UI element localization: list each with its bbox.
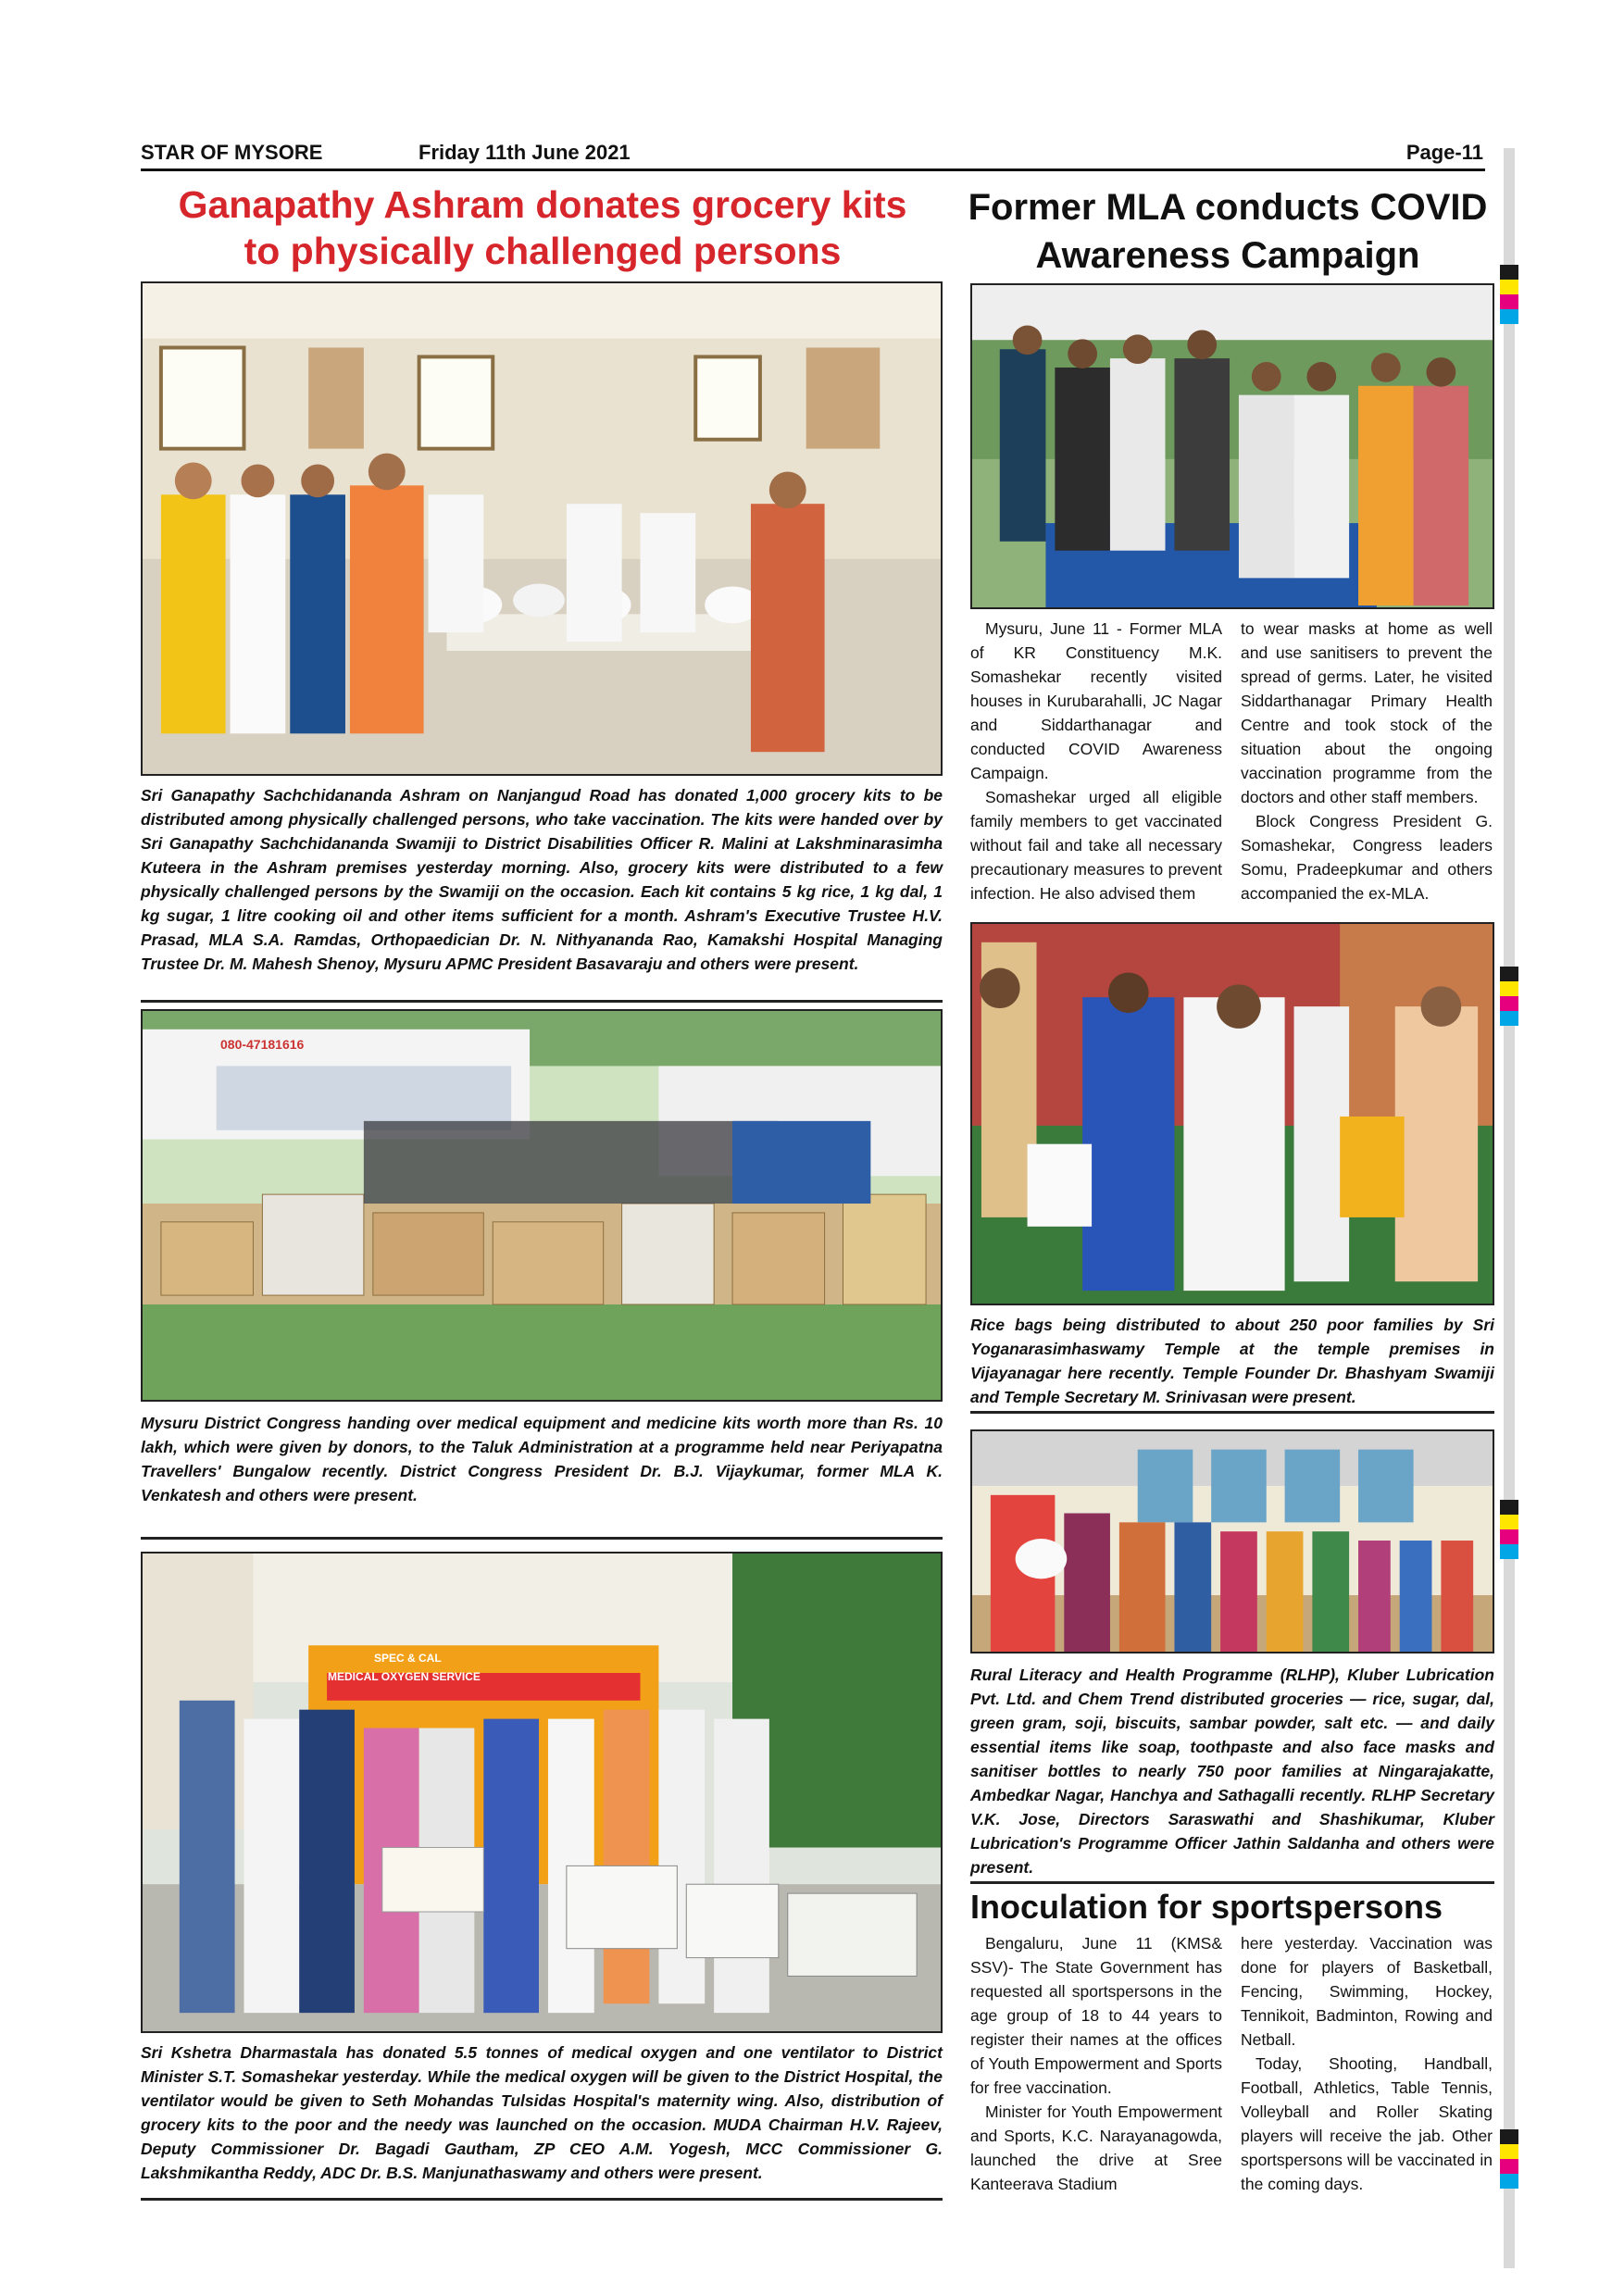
paragraph: Block Congress President G. Somashekar, Congress leaders Somu, Pradeepkumar and others accompanied the ex-MLA. <box>1241 812 1493 903</box>
headline-line: Awareness Campaign <box>1035 235 1420 276</box>
headline-line: Ganapathy Ashram donates grocery kits <box>178 183 907 226</box>
divider <box>141 2198 943 2201</box>
photo-temple-rice-bags <box>970 922 1494 1305</box>
oxygen-banner: SPEC & CAL <box>374 1652 442 1665</box>
caption-ashram: Sri Ganapathy Sachchidananda Ashram on Nanjangud Road has donated 1,000 grocery kits to be distributed among physically challenged persons, who take vaccination. The kits were handed over by Sri Ganapathy Sachchidananda Swamiji to District Disabilities Officer R. Malini at Lakshminarasimha Kuteera in the Ashram premises yesterday morning. Also, grocery kits were distributed to a few physically challenged persons by the Swamiji on the occasion. Each kit contains 5 kg rice, 1 kg dal, 1 kg sugar, 1 litre cooking oil and other items sufficient for a month. Ashram's Executive Trustee H.V. Prasad, MLA S.A. Ramdas, Orthopaedician Dr. N. Nithyananda Rao, Kamakshi Hospital Managing Trustee Dr. M. Mahesh Shenoy, Mysuru APMC President Basavaraju and others were present. <box>141 786 943 973</box>
caption-congress: Mysuru District Congress handing over medical equipment and medicine kits worth more than Rs. 10 lakh, which were given by donors, to the Taluk Administration at a programme held near Periyapatna Travellers' Bungalow recently. District Congress President Dr. B.J. Vijaykumar, former MLA K. Venkatesh and others were present. <box>141 1414 943 1504</box>
story-inoculation-col2 <box>1241 1931 1493 2196</box>
caption-temple: Rice bags being distributed to about 250 poor families by Sri Yoganarasimhaswamy Temple at the temple premises in Vijayanagar here recently. Temple Founder Dr. Bhashyam Swamiji and Temple Secretary M. Srinivasan were present. <box>970 1316 1494 1406</box>
paragraph: Bengaluru, June 11 (KMS& SSV)- The State Government has requested all sportspersons in the age group of 18 to 44 years to register their names at the offices of Youth Empowerment and Sports for free vaccination. <box>970 1934 1222 2097</box>
registration-marks <box>1500 967 1518 1026</box>
page-number: Page-11 <box>1405 141 1483 164</box>
headline-inoculation: Inoculation for sportspersons <box>970 1888 1443 1926</box>
masthead-rule <box>141 168 1485 171</box>
headline-ganapathy-ashram <box>139 181 946 274</box>
story-former-mla-col1 <box>970 617 1222 905</box>
photo-rlhp-groceries <box>970 1429 1494 1653</box>
divider <box>141 1000 943 1003</box>
registration-marks <box>1500 2129 1518 2189</box>
caption-dharmastala: Sri Kshetra Dharmastala has donated 5.5 tonnes of medical oxygen and one ventilator to District Minister S.T. Somashekar yesterday. While the medical oxygen will be given to the District Hospital, the ventilator would be given to Seth Mohandas Tulsidas Hospital's maternity wing. Also, distribution of grocery kits to the poor and the needy was launched on the occasion. MUDA Chairman H.V. Rajeev, Deputy Commissioner Dr. Bagadi Gautham, ZP CEO A.M. Yogesh, MCC Commissioner G. Lakshmikantha Reddy, ADC Dr. B.S. Manjunathaswamy and others were present. <box>141 2043 943 2182</box>
issue-date: Friday 11th June 2021 <box>418 141 631 164</box>
headline-line: Former MLA conducts COVID <box>968 187 1488 228</box>
registration-marks <box>1500 1500 1518 1559</box>
divider <box>970 1881 1494 1884</box>
photo-dharmastala-oxygen <box>141 1552 943 2033</box>
paragraph: here yesterday. Vaccination was done for players of Basketball, Fencing, Swimming, Hockey, Tennikoit, Badminton, Rowing and Netball. <box>1241 1934 1493 2049</box>
newspaper-name: STAR OF MYSORE <box>141 141 323 164</box>
photo-ashram-grocery-kits <box>141 281 943 776</box>
photo-congress-medical-equipment <box>141 1009 943 1402</box>
story-inoculation-col1 <box>970 1931 1222 2196</box>
paragraph: Minister for Youth Empowerment and Sports, K.C. Narayanagowda, launched the drive at Sree Kanteerava Stadium <box>970 2103 1222 2193</box>
paragraph: Today, Shooting, Handball, Football, Athletics, Table Tennis, Volleyball and Roller Skating players will receive the jab. Other sportspersons will be vaccinated in the coming days. <box>1241 2054 1493 2193</box>
story-former-mla-col2 <box>1241 617 1493 905</box>
photo-former-mla <box>970 283 1494 609</box>
masthead <box>141 139 1483 168</box>
paragraph: Somashekar urged all eligible family members to get vaccinated without fail and take all necessary precautionary measures to prevent infection. He also advised them <box>970 788 1222 903</box>
paragraph: to wear masks at home as well and use sanitisers to prevent the spread of germs. Later, he visited Siddarthanagar Primary Health Centre and took stock of the situation about the ongoing vaccination programme from the doctors and other staff members. <box>1241 619 1493 806</box>
divider <box>970 1411 1494 1414</box>
headline-former-mla <box>963 183 1493 280</box>
margin-strip <box>1504 148 1515 2268</box>
caption-rlhp: Rural Literacy and Health Programme (RLHP), Kluber Lubrication Pvt. Ltd. and Chem Trend distributed groceries — rice, sugar, dal, green gram, soji, biscuits, sambar powder, salt etc. — and daily essential items like soap, toothpaste and also face masks and sanitiser bottles to nearly 750 poor families at Ningarajakatte, Ambedkar Nagar, Hanchya and Sathagalli recently. RLHP Secretary V.K. Jose, Directors Saraswathi and Shashikumar, Kluber Lubrication's Programme Officer Jathin Saldanha and others were present. <box>970 1666 1494 1877</box>
registration-marks <box>1500 265 1518 324</box>
oxygen-truck-sign: MEDICAL OXYGEN SERVICE <box>328 1670 481 1683</box>
divider <box>141 1537 943 1540</box>
paragraph: Mysuru, June 11 - Former MLA of KR Constituency M.K. Somashekar recently visited houses in Kurubarahalli, JC Nagar and Siddarthanagar and conducted COVID Awareness Campaign. <box>970 619 1222 782</box>
ambulance-phone-number: 080-47181616 <box>220 1037 305 1052</box>
headline-line: to physically challenged persons <box>244 230 842 272</box>
